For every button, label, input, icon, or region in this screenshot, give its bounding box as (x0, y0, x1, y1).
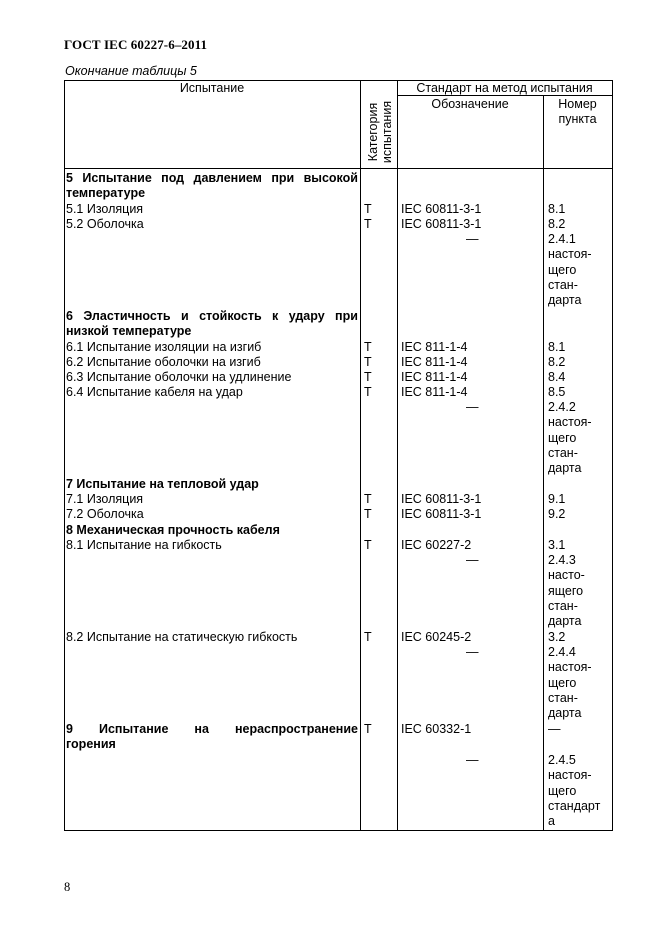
section-5-heading: 5 Испытание под давлением при высокой (66, 171, 358, 185)
header-clause: Номер пункта (558, 97, 597, 127)
header-test: Испытание (179, 81, 245, 95)
page-number: 8 (64, 880, 71, 894)
table-caption: Окончание таблицы 5 (65, 64, 197, 78)
section-6-heading: 6 Эластичность и стойкость к удару при (66, 309, 358, 323)
section-9-heading: 9 Испытание на нераспространение (66, 722, 358, 736)
document-title: ГОСТ IEC 60227-6–2011 (64, 37, 208, 52)
section-9-heading-line2: горения (66, 737, 116, 751)
section-7-heading: 7 Испытание на тепловой удар (66, 477, 259, 491)
header-category: Категория испытания (366, 100, 394, 164)
section-8-heading: 8 Механическая прочность кабеля (66, 523, 280, 537)
header-designation: Обозначение (431, 97, 509, 111)
header-standard-group: Стандарт на метод испытания (416, 81, 593, 95)
section-6-heading-line2: низкой температуре (66, 324, 192, 338)
section-5-heading-line2: температуре (66, 186, 146, 200)
